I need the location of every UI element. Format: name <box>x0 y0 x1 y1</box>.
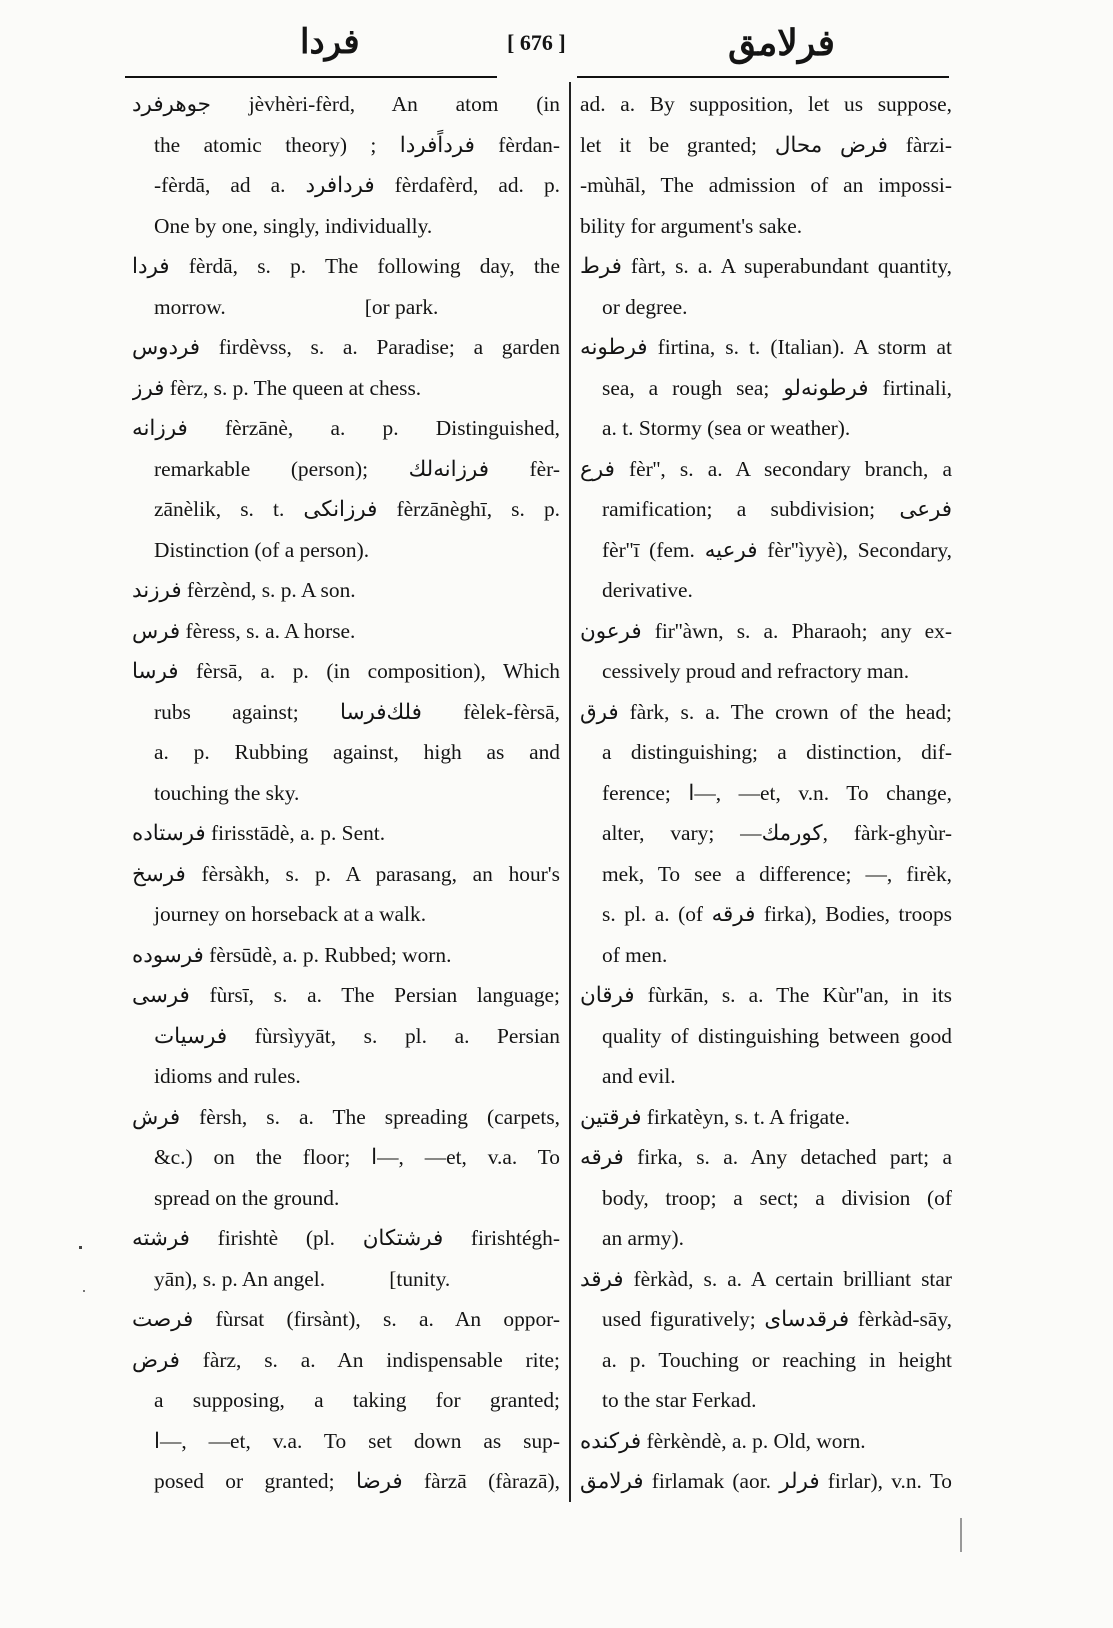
entry-line: posed or granted; فرضا fàrzā (fàrazā), <box>154 1469 560 1493</box>
entry-line: a. t. Stormy (sea or weather). <box>602 416 851 440</box>
entry-line: derivative. <box>602 578 693 602</box>
entry-line: فرق fàrk, s. a. The crown of the head; <box>580 699 952 724</box>
entry-line: فرصت fùrsat (firsànt), s. a. An oppor- <box>132 1307 560 1331</box>
entry-line: فرع fèr'', s. a. A secondary branch, a <box>580 456 952 481</box>
right-column <box>580 84 952 1502</box>
entry-line: a distinguishing; a distinction, dif- <box>602 740 952 764</box>
entry-line: فرقتين firkatèyn, s. t. A frigate. <box>580 1104 850 1129</box>
left-column <box>132 84 560 1502</box>
entry-line: فرسيات fùrsìyyāt, s. pl. a. Persian <box>154 1023 560 1048</box>
column-divider <box>569 82 571 1502</box>
entry-line: ا—, —et, v.a. To set down as sup- <box>154 1428 560 1453</box>
entry-line: let it be granted; فرض محال fàrzi- <box>580 132 952 157</box>
entry-line: quality of distinguishing between good <box>602 1023 952 1048</box>
margin-speck <box>83 1290 85 1292</box>
margin-speck <box>79 1246 82 1249</box>
entry-line: bility for argument's sake. <box>580 213 803 238</box>
entry-line: فردا fèrdā, s. p. The following day, the <box>132 254 560 278</box>
entry-line: or degree. <box>602 294 688 319</box>
entry-line: فركنده fèrkèndè, a. p. Old, worn. <box>580 1428 866 1453</box>
entry-line: فرطونه firtina, s. t. (Italian). A storm at <box>580 335 952 359</box>
entry-line: فرستاده firisstādè, a. p. Sent. <box>132 821 386 845</box>
entry-line: spread on the ground. <box>154 1185 340 1210</box>
entry-line: alter, vary; —كورمك, fàrk-ghyùr- <box>602 821 952 845</box>
entry-line: One by one, singly, individually. <box>154 213 433 238</box>
entry-line: فرزانه fèrzānè, a. p. Distinguished, <box>132 416 560 440</box>
entry-line: -mùhāl, The admission of an impossi- <box>580 173 952 197</box>
entry-line: ramification; a subdivision; فرعی <box>602 497 952 521</box>
entry-line: used figuratively; فرقدسای fèrkàd-sāy, <box>602 1307 952 1331</box>
entry-line: idioms and rules. <box>154 1064 301 1088</box>
entry-line: فرلامق firlamak (aor. فرلر firlar), v.n. To <box>580 1469 952 1493</box>
entry-line: فرز fèrz, s. p. The queen at chess. <box>132 375 422 400</box>
entry-line: to the star Ferkad. <box>602 1388 757 1412</box>
entry-line: فرسا fèrsā, a. p. (in composition), Which <box>132 659 560 683</box>
header-rule-left <box>125 76 497 78</box>
entry-line: a. p. Rubbing against, high as and <box>154 740 560 764</box>
entry-line: فرش fèrsh, s. a. The spreading (carpets, <box>132 1104 560 1129</box>
entry-line: journey on horseback at a walk. <box>154 902 427 926</box>
entry-line: فرقه firka, s. a. Any detached part; a <box>580 1145 952 1169</box>
entry-line: a. p. Touching or reaching in height <box>602 1347 952 1372</box>
page-number: [ 676 ] <box>507 30 566 55</box>
entry-line: &c.) on the floor; ا—, —et, v.a. To <box>154 1145 560 1169</box>
entry-line: mek, To see a difference; —, firèk, <box>602 861 952 886</box>
entry-line: of men. <box>602 942 668 967</box>
entry-line: and evil. <box>602 1064 676 1088</box>
entry-line: فرس fèress, s. a. A horse. <box>132 618 356 643</box>
entry-line: zānèlik, s. t. فرزانكی fèrzānèghī, s. p. <box>154 497 560 521</box>
running-head-right: فرلامق <box>728 23 835 63</box>
entry-line: فرزند fèrzènd, s. p. A son. <box>132 578 356 602</box>
entry-line: -fèrdā, ad a. فردافرد fèrdafèrd, ad. p. <box>154 173 560 197</box>
entry-line: s. pl. a. (of فرقه firka), Bodies, troops <box>602 902 952 926</box>
entry-line: cessively proud and refractory man. <box>602 659 910 683</box>
entry-line: فرعون fir''àwn, s. a. Pharaoh; any ex- <box>580 618 952 643</box>
entry-line: morrow. [or park. <box>154 294 439 319</box>
entry-line: ference; ا—, —et, v.n. To change, <box>602 780 952 805</box>
entry-line: touching the sky. <box>154 780 300 805</box>
entry-line: sea, a rough sea; فرطونه‌لو firtinali, <box>602 375 952 400</box>
entry-line: a supposing, a taking for granted; <box>154 1388 560 1412</box>
entry-line: body, troop; a sect; a division (of <box>602 1185 952 1210</box>
entry-line: Distinction (of a person). <box>154 537 370 562</box>
entry-line: yān), s. p. An angel. [tunity. <box>154 1266 451 1291</box>
entry-line: فرض fàrz, s. a. An indispensable rite; <box>132 1347 560 1372</box>
entry-line: فرسی fùrsī, s. a. The Persian language; <box>132 983 560 1007</box>
entry-line: فرشته firishtè (pl. فرشتكان firishtégh- <box>132 1226 560 1250</box>
entry-line: جوهرفرد jèvhèri-fèrd, An atom (in <box>132 92 560 116</box>
entry-line: فردوس firdèvss, s. a. Paradise; a garden <box>132 335 560 359</box>
entry-line: fèr''ī (fem. فرعيه fèr''ìyyè), Secondary, <box>602 537 952 562</box>
entry-line: an army). <box>602 1226 684 1250</box>
entry-line: فرقد fèrkàd, s. a. A certain brilliant star <box>580 1266 952 1291</box>
entry-line: the atomic theory) ; فرداًفردا fèrdan- <box>154 132 560 157</box>
entry-line: ad. a. By supposition, let us suppose, <box>580 92 952 116</box>
entry-line: remarkable (person); فرزانه‌لك fèr- <box>154 456 560 481</box>
entry-line: rubs against; فلك‌فرسا fèlek-fèrsā, <box>154 699 560 724</box>
entry-line: فرط fàrt, s. a. A superabundant quantity, <box>580 254 952 278</box>
entry-line: فرسخ fèrsàkh, s. p. A parasang, an hour's <box>132 861 560 886</box>
margin-mark <box>960 1518 962 1552</box>
running-head-left: فردا <box>300 24 360 61</box>
header-rule-right <box>577 76 949 78</box>
entry-line: فرقان fùrkān, s. a. The Kùr''an, in its <box>580 983 952 1007</box>
entry-line: فرسوده fèrsūdè, a. p. Rubbed; worn. <box>132 942 452 967</box>
